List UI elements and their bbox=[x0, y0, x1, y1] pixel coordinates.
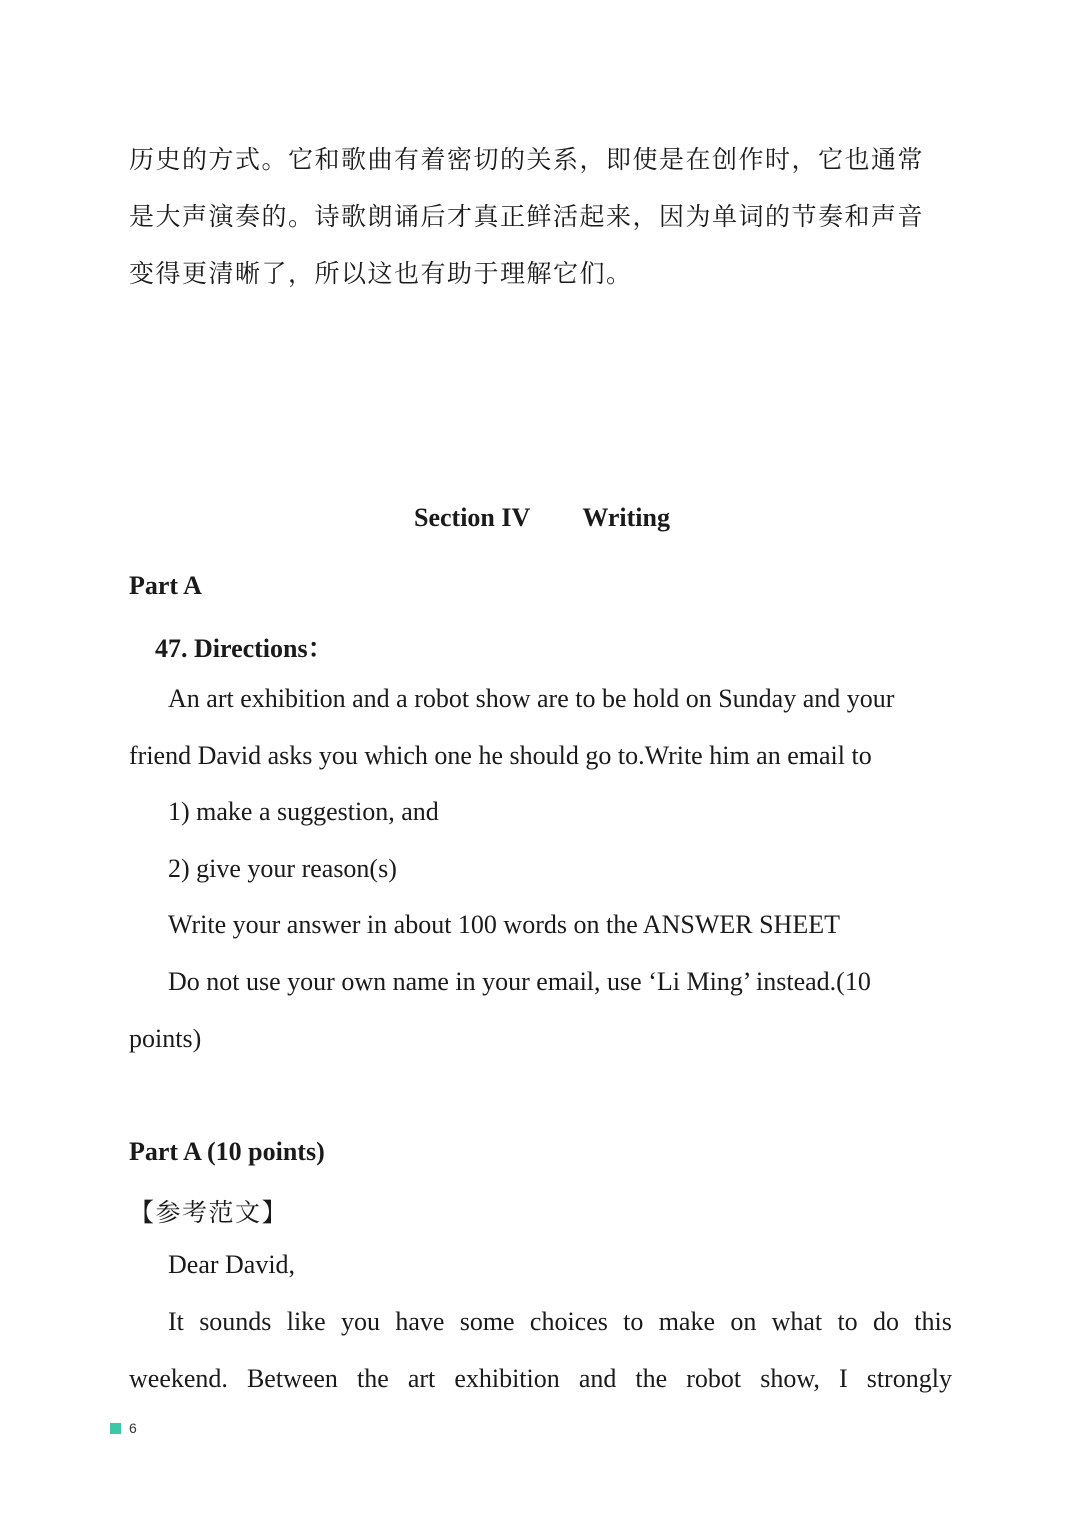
essay-word: sounds bbox=[199, 1307, 272, 1336]
essay-greeting: Dear David, bbox=[168, 1250, 296, 1279]
directions-line-name: Do not use your own name in your email, use ‘Li Ming’ instead.(10 bbox=[168, 967, 871, 996]
section-label: Section IV bbox=[414, 503, 530, 532]
essay-word: make bbox=[658, 1307, 716, 1336]
essay-word: strongly bbox=[866, 1364, 952, 1393]
essay-word: Between bbox=[246, 1364, 338, 1393]
essay-word: choices bbox=[529, 1307, 608, 1336]
directions-line-1: An art exhibition and a robot show are to be hold on Sunday and your bbox=[168, 684, 895, 713]
essay-word: I bbox=[838, 1364, 848, 1393]
essay-word: It bbox=[168, 1307, 184, 1336]
essay-word: this bbox=[914, 1307, 952, 1336]
essay-word: weekend. bbox=[129, 1364, 228, 1393]
part-a-heading: Part A bbox=[129, 571, 202, 600]
essay-line-2 bbox=[129, 1364, 952, 1394]
page-number: 6 bbox=[129, 1420, 137, 1436]
directions-heading: 47. Directions： bbox=[155, 634, 334, 663]
essay-word: on bbox=[730, 1307, 757, 1336]
essay-word: do bbox=[872, 1307, 899, 1336]
directions-line-points: points) bbox=[129, 1024, 202, 1053]
essay-word: what bbox=[771, 1307, 823, 1336]
essay-word: robot bbox=[686, 1364, 742, 1393]
essay-word: art bbox=[407, 1364, 436, 1393]
essay-word: like bbox=[286, 1307, 326, 1336]
essay-word: and bbox=[578, 1364, 617, 1393]
directions-item-1: 1) make a suggestion, and bbox=[168, 797, 439, 826]
reference-essay-label: 【参考范文】 bbox=[129, 1198, 289, 1227]
essay-word: show, bbox=[760, 1364, 820, 1393]
essay-word: the bbox=[635, 1364, 668, 1393]
essay-word: exhibition bbox=[454, 1364, 560, 1393]
page-footer bbox=[110, 1420, 137, 1436]
directions-item-2: 2) give your reason(s) bbox=[168, 854, 397, 883]
page-marker-square-icon bbox=[110, 1423, 121, 1434]
directions-line-answer-sheet: Write your answer in about 100 words on the ANSWER SHEET bbox=[168, 910, 840, 939]
essay-word: some bbox=[459, 1307, 515, 1336]
essay-word: you bbox=[341, 1307, 381, 1336]
essay-line-1 bbox=[168, 1307, 952, 1337]
chinese-text-line-1: 历史的方式。它和歌曲有着密切的关系，即使是在创作时，它也通常 bbox=[129, 145, 925, 174]
chinese-text-line-3: 变得更清晰了，所以这也有助于理解它们。 bbox=[129, 259, 633, 288]
section-title: Writing bbox=[582, 503, 670, 532]
section-heading bbox=[414, 503, 670, 533]
part-a-points-heading: Part A (10 points) bbox=[129, 1137, 325, 1166]
essay-word: the bbox=[357, 1364, 389, 1393]
directions-line-2: friend David asks you which one he should go to.Write him an email to bbox=[129, 741, 872, 770]
chinese-text-line-2: 是大声演奏的。诗歌朗诵后才真正鲜活起来，因为单词的节奏和声音 bbox=[129, 202, 925, 231]
essay-word: to bbox=[623, 1307, 644, 1336]
essay-word: to bbox=[837, 1307, 858, 1336]
essay-word: have bbox=[395, 1307, 445, 1336]
